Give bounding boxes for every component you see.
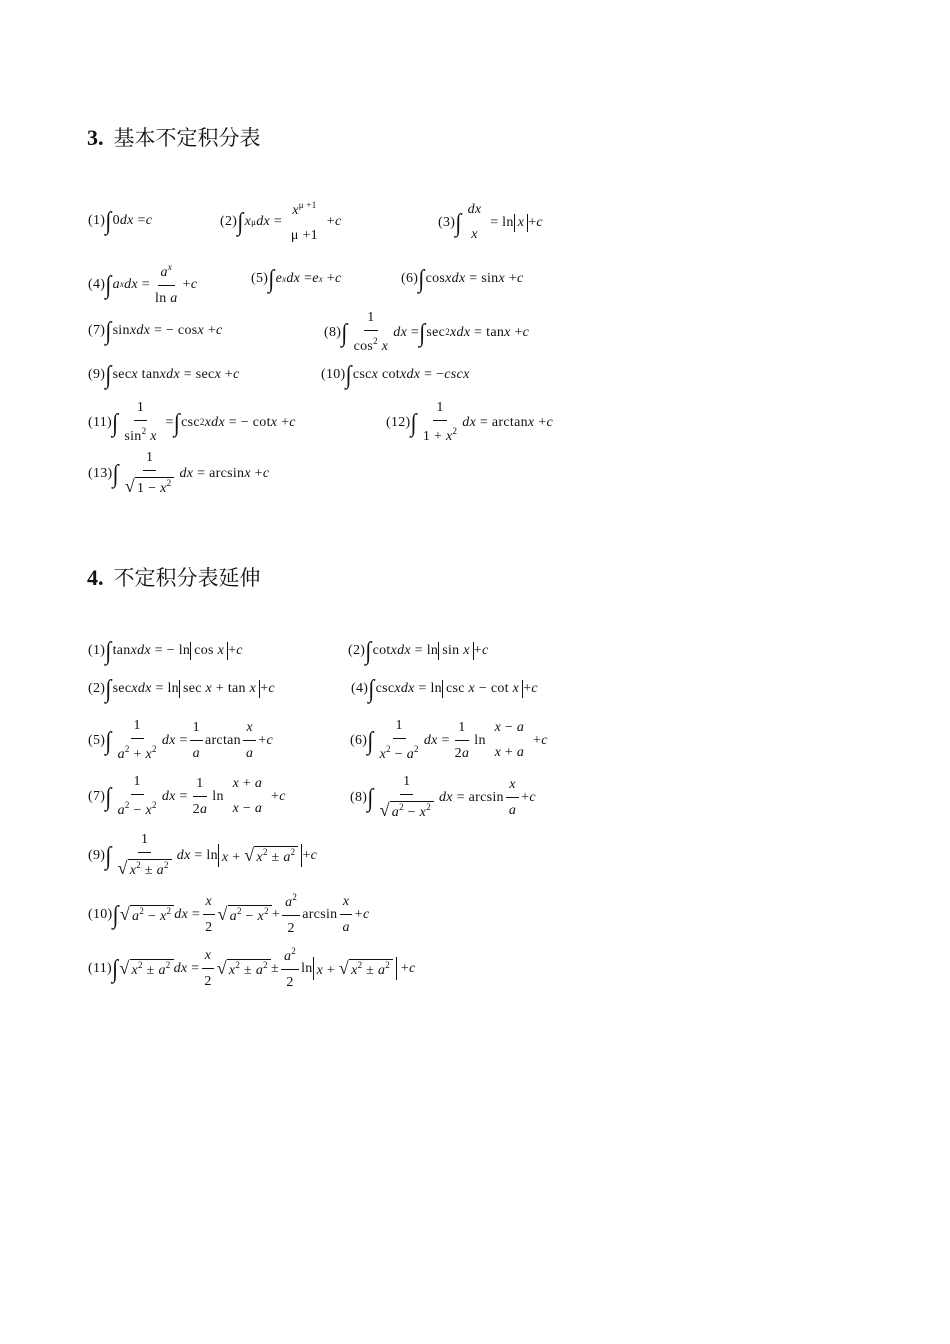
formula-3-7: (7) ∫ sin xdx = − cos x + c	[88, 316, 223, 345]
section-title: 基本不定积分表	[113, 126, 261, 150]
formula-3-9: (9) ∫ sec x tan xdx = sec x + c	[88, 360, 240, 389]
formula-4-10: (10) ∫ √ $a^2 - x^2$ dx = $\frac{x}{2}$ √ $a^2 - x^2$ + $\frac{a^2}{2}$ arcsin $\frac{x}{a}$ + c	[88, 892, 370, 936]
formula-4-6: (6) ∫ $\frac{1}{x^2 - a^2}$ dx = $\frac{1}{2a}$ ln x − a x + a + c	[350, 718, 548, 762]
formula-4-3: (2) ∫ sec xdx = ln sec x + tan x + c	[88, 674, 275, 703]
formula-4-7: (7) ∫ $\frac{1}{a^2 - x^2}$ dx = $\frac{1}{2a}$ ln x + a x − a + c	[88, 774, 286, 818]
formula-4-9: (9) ∫ 1 √ $x^2 \pm a^2$ dx = ln x + √ $x^2 \pm a^2$ + c	[88, 832, 318, 878]
section-4-heading	[87, 562, 261, 592]
section-title: 不定积分表延伸	[113, 566, 261, 590]
formula-3-1: (1) ∫ 0 dx = c	[88, 206, 153, 235]
formula-4-4: (4) ∫ csc xdx = ln csc x − cot x + c	[351, 674, 538, 703]
formula-3-12: (12) ∫ $\frac{1}{1 + x^2}$ dx = arctan x + c	[386, 400, 553, 444]
formula-4-11: (11) ∫ √ $x^2 \pm a^2$ dx = $\frac{x}{2}$ √ $x^2 \pm a^2$ ± $\frac{a^2}{2}$ ln x + √ $x^2 \pm a^2$ + c	[88, 946, 416, 990]
formula-3-11: (11) ∫ $\frac{1}{\sin^2 x}$ = ∫ csc 2 xdx = − cot x + c	[88, 400, 296, 444]
formula-3-4: (4) ∫ a x dx = $\frac{a^x}{\text{ln a}}$ + c	[88, 262, 198, 306]
formula-3-10: (10) ∫ csc x cot xdx = − cscx	[321, 360, 470, 389]
section-number: 3.	[87, 125, 104, 150]
formula-4-2: (2) ∫ cot xdx = ln sin x + c	[348, 636, 489, 665]
formula-3-8: (8) ∫ $\frac{1}{\cos^2 x}$ dx = ∫ sec 2 xdx = tan x + c	[324, 310, 530, 354]
formula-3-3: (3) ∫ dx x = ln x + c	[438, 202, 543, 242]
formula-3-13: (13) ∫ 1 √ $1 - x^2$ dx = arcsin x + c	[88, 450, 270, 496]
formula-3-2: (2) ∫ x μ dx = $x^{\mu +1}$ μ +1 + c	[220, 200, 342, 243]
formula-3-6: (6) ∫ cos xdx = sin x + c	[401, 264, 524, 293]
formula-3-5: (5) ∫ e x dx = e x + c	[251, 264, 342, 293]
section-3-heading	[87, 122, 261, 152]
section-number: 4.	[87, 565, 104, 590]
formula-4-5: (5) ∫ $\frac{1}{a^2 + x^2}$ dx = $\frac{1}{a}$ arctan $\frac{x}{a}$ + c	[88, 718, 273, 762]
formula-4-8: (8) ∫ 1 √ $a^2 - x^2$ dx = arcsin $\frac{x}{a}$ + c	[350, 774, 536, 820]
formula-4-1: (1) ∫ tan xdx = − ln cos x + c	[88, 636, 243, 665]
